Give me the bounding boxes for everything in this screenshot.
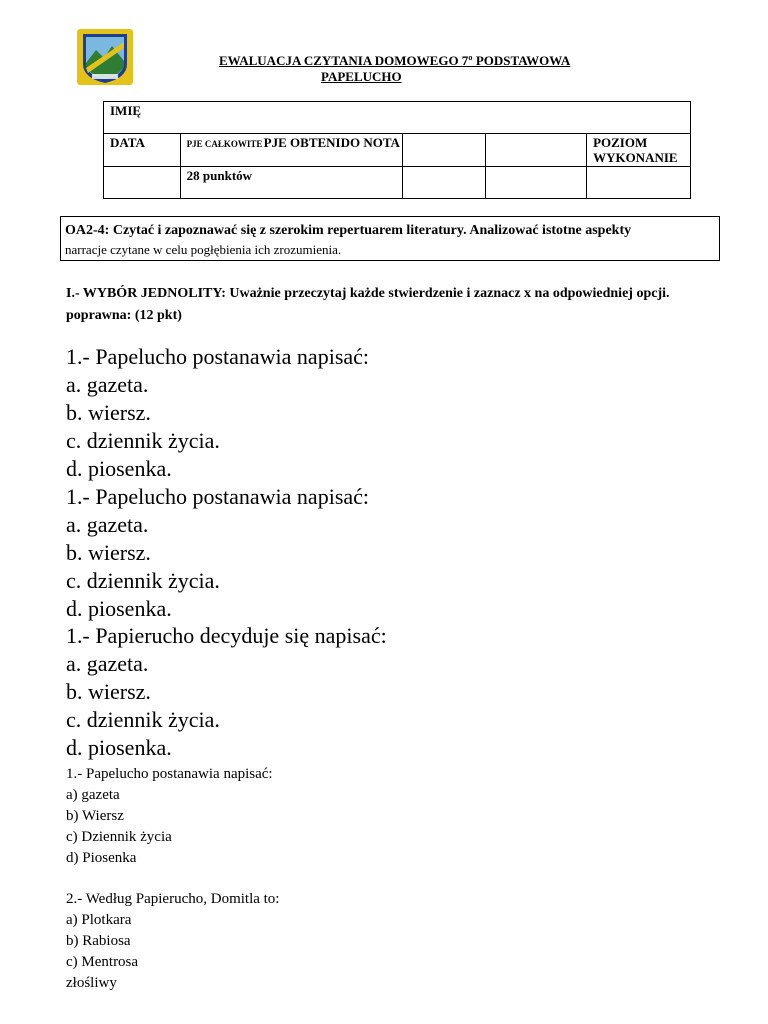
grade-empty-cell [485, 134, 587, 167]
option-a[interactable]: a. gazeta. [66, 512, 149, 537]
option-c[interactable]: c) Dziennik życia [66, 829, 172, 845]
option-b[interactable]: b) Rabiosa [66, 933, 131, 949]
objective-text-normal: narracje czytane w celu pogłębienia ich zrozumienia. [65, 242, 342, 257]
option-c[interactable]: c. dziennik życia. [66, 707, 220, 732]
page-title: EWALUACJA CZYTANIA DOMOWEGO 7º PODSTAWOWA [219, 53, 571, 68]
question-title: 2.- Według Papierucho, Domitla to: [66, 891, 280, 907]
total-points-value-cell [180, 167, 402, 199]
objective-text-bold: Czytać i zapoznawać się z szerokim repertuarem literatury. Analizować istotne aspekty [112, 223, 632, 238]
total-points-label-cell [180, 134, 402, 167]
option-c[interactable]: c. dziennik życia. [66, 568, 220, 593]
option-c[interactable]: c. dziennik życia. [66, 428, 220, 453]
objective-line1 [65, 221, 715, 240]
option-c[interactable]: c) Mentrosa [66, 954, 139, 970]
option-d[interactable]: d. piosenka. [66, 596, 172, 621]
option-b[interactable]: b. wiersz. [66, 400, 151, 425]
date-label: DATA [110, 135, 145, 150]
total-points-label: PJE CAŁKOWITE [186, 139, 263, 149]
question-title: 1.- Papelucho postanawia napisać: [66, 766, 273, 782]
student-info-table [103, 101, 691, 199]
question-title: 1.- Papelucho postanawia napisać: [66, 484, 370, 509]
option-b[interactable]: b. wiersz. [66, 540, 151, 565]
section-instructions: I.- WYBÓR JEDNOLITY: Uważnie przeczytaj każde stwierdzenie i zaznacz x na odpowiedniej opcji. [66, 286, 670, 301]
option-b[interactable]: b) Wiersz [66, 808, 124, 824]
level-value-cell[interactable] [587, 167, 691, 199]
school-crest-icon [76, 28, 134, 86]
section-points: poprawna: (12 pkt) [66, 308, 182, 323]
grade-value-cell[interactable] [485, 167, 587, 199]
name-label: IMIĘ [110, 103, 142, 118]
question-title: 1.- Papierucho decyduje się napisać: [66, 623, 387, 648]
option-a[interactable]: a. gazeta. [66, 372, 149, 397]
page-subtitle: PAPELUCHO [321, 69, 402, 84]
name-cell[interactable] [104, 102, 691, 134]
option-a[interactable]: a. gazeta. [66, 651, 149, 676]
objective-code: OA2-4: [65, 223, 110, 238]
obtained-points-value-cell[interactable] [402, 167, 485, 199]
level-label-cell [587, 134, 691, 167]
option-d[interactable]: d) Piosenka [66, 850, 137, 866]
option-d[interactable]: d. piosenka. [66, 456, 172, 481]
total-points-value: 28 punktów [186, 168, 253, 183]
date-cell[interactable] [104, 134, 181, 167]
option-b[interactable]: b. wiersz. [66, 679, 151, 704]
question-title: 1.- Papelucho postanawia napisać: [66, 344, 370, 369]
obtained-empty-cell [402, 134, 485, 167]
section-heading [66, 283, 766, 327]
option-a[interactable]: a) gazeta [66, 787, 120, 803]
learning-objective-box [60, 216, 720, 261]
option-a[interactable]: a) Plotkara [66, 912, 132, 928]
option-d[interactable]: złośliwy [66, 975, 117, 991]
option-d[interactable]: d. piosenka. [66, 735, 172, 760]
level-label: POZIOM WYKONANIE [593, 135, 678, 165]
date-value-cell[interactable] [104, 167, 181, 199]
obtained-grade-label: PJE OBTENIDO NOTA [263, 135, 400, 150]
